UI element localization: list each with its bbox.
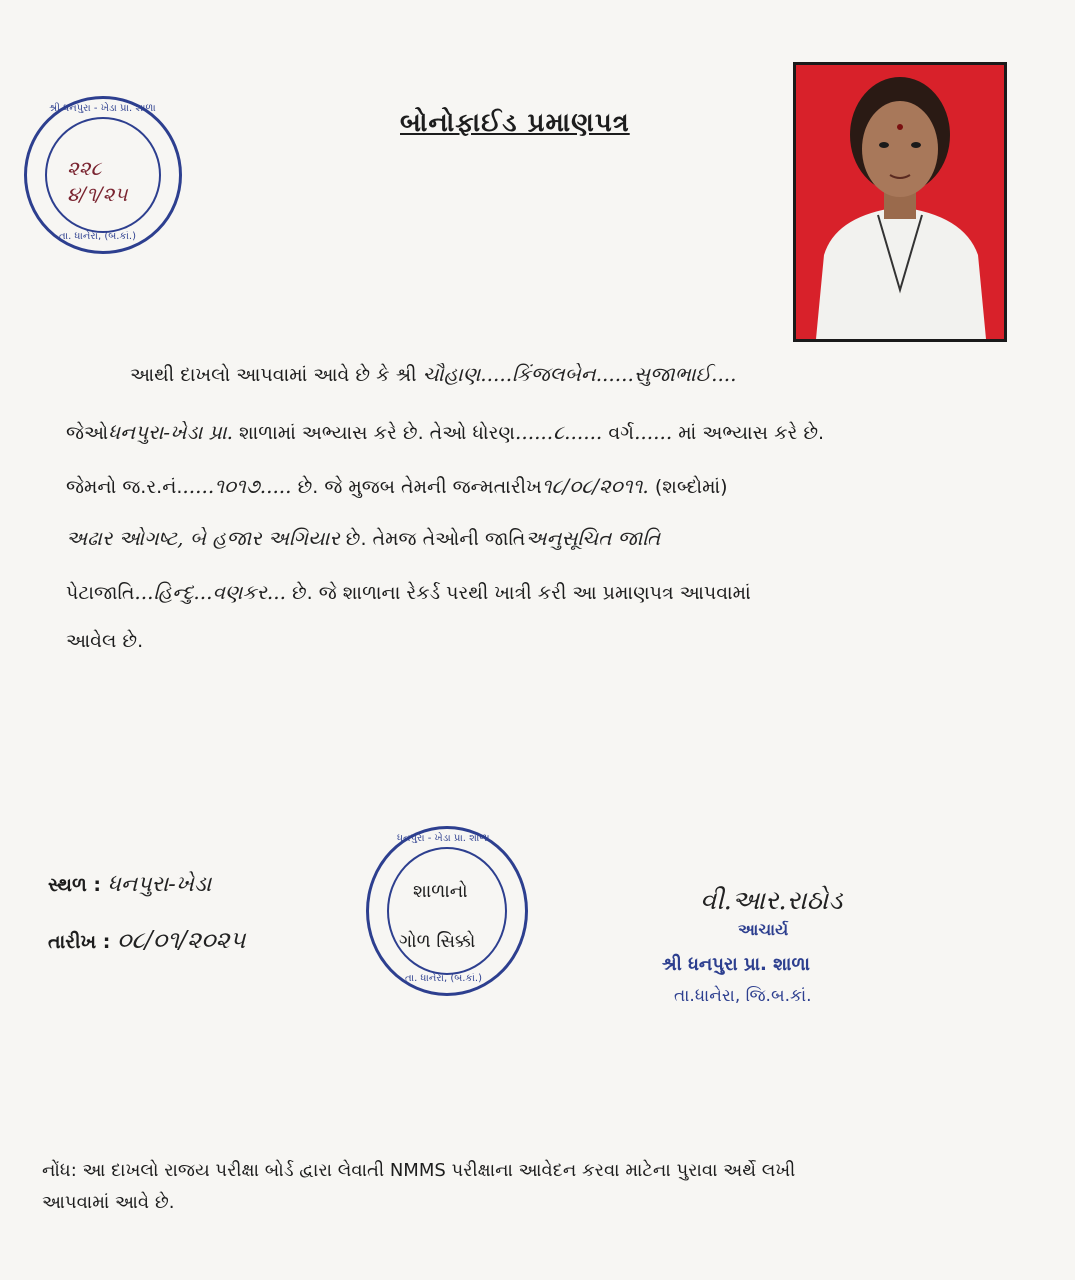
- body-line-6: આવેલ છે.: [66, 630, 144, 652]
- principal-signature: વી.આર.રાઠોડ: [700, 886, 843, 916]
- body-line-2: [66, 420, 824, 444]
- standard-value: ......૮......: [515, 420, 603, 444]
- principal-address: તા.ધાનેરા, જિ.બ.કાં.: [674, 986, 812, 1006]
- note-line-1: નોંધ: આ દાખલો રાજય પરીક્ષા બોર્ડ દ્વારા લેવાતી NMMS પરીક્ષાના આવેદન કરવા માટેના પુરાવા અર્થે લખી: [42, 1160, 796, 1181]
- date-row: [48, 926, 245, 954]
- body-line-4: [66, 526, 660, 550]
- seal-bottom-text: તા. ધાનેરા, (બ.કાં.): [405, 973, 483, 984]
- stamp-bottom-text: તા. ધાનેરા, (બ.કાં.): [59, 231, 137, 242]
- seal-ring-text: ધનપુરા - ખેડા પ્રા. શાળા: [397, 833, 490, 844]
- stamp-handwritten-number: ૨૨૮ ૪/૧/૨૫: [67, 156, 128, 206]
- place-label: સ્થળ :: [48, 874, 102, 896]
- line2-prefix: જેઓ: [66, 422, 109, 444]
- body-line-5: [66, 580, 751, 604]
- place-value: ધનપુરા-ખેડા: [107, 872, 212, 897]
- line3-prefix: જેમનો જ.ર.નં.: [66, 476, 183, 498]
- register-number: .....૧૦૧૭.....: [182, 474, 292, 498]
- line2-middle: શાળામાં અભ્યાસ કરે છે. તેઓ ધોરણ: [239, 422, 515, 444]
- line3-suffix: (શબ્દોમાં): [654, 476, 728, 498]
- school-stamp-top: [24, 96, 182, 254]
- principal-school: શ્રી ધનપુરા પ્રા. શાળા: [662, 954, 810, 975]
- note-line-2: આપવામાં આવે છે.: [42, 1192, 175, 1213]
- stamp-ring-text: શ્રી ધનપુરા - ખેડા પ્રા. શાળા: [49, 103, 156, 114]
- principal-title: આચાર્ય: [738, 920, 789, 939]
- birth-date: ૧૮/૦૮/૨૦૧૧.: [541, 474, 649, 498]
- class-value: ......: [634, 420, 673, 444]
- school-seal: [366, 826, 528, 996]
- student-photo: [793, 62, 1007, 342]
- line5-suffix: છે. જે શાળાના રેકર્ડ પરથી ખાત્રી કરી આ પ્રમાણપત્ર આપવામાં: [292, 582, 751, 604]
- line2-suffix: માં અભ્યાસ કરે છે.: [678, 422, 825, 444]
- place-row: [48, 872, 211, 897]
- sub-caste-value: ...હિન્દુ...વણકર...: [134, 580, 286, 604]
- seal-line-1: શાળાનો: [413, 881, 468, 902]
- line3-middle: છે. જે મુજબ તેમની જન્મતારીખ: [297, 476, 542, 498]
- line1-prefix: આથી દાખલો આપવામાં આવે છે કે શ્રી: [130, 364, 417, 386]
- date-value: ૦૮/૦૧/૨૦૨૫: [116, 926, 246, 954]
- line4-middle: છે. તેમજ તેઓની જાતિ: [345, 528, 526, 550]
- body-line-3: [66, 474, 728, 498]
- certificate-title: બોનોફાઈડ પ્રમાણપત્ર: [400, 108, 630, 138]
- caste-value: અનુસૂચિત જાતિ: [525, 526, 661, 550]
- student-portrait-image: [796, 65, 1004, 339]
- class-label: વર્ગ: [608, 422, 635, 444]
- line5-prefix: પેટાજાતિ: [66, 582, 135, 604]
- school-name: ધનપુરા-ખેડા પ્રા.: [108, 420, 233, 444]
- seal-inner-ring: [387, 847, 507, 975]
- seal-line-2: ગોળ સિક્કો: [399, 931, 476, 952]
- date-label: તારીખ :: [48, 931, 111, 953]
- body-line-1: [130, 362, 737, 386]
- student-name: ચૌહાણ.....કિંજલબેન......સુજાભાઈ....: [422, 362, 737, 386]
- birth-date-words: અઢાર ઓગષ્ટ, બે હજાર અગિયાર: [66, 526, 340, 550]
